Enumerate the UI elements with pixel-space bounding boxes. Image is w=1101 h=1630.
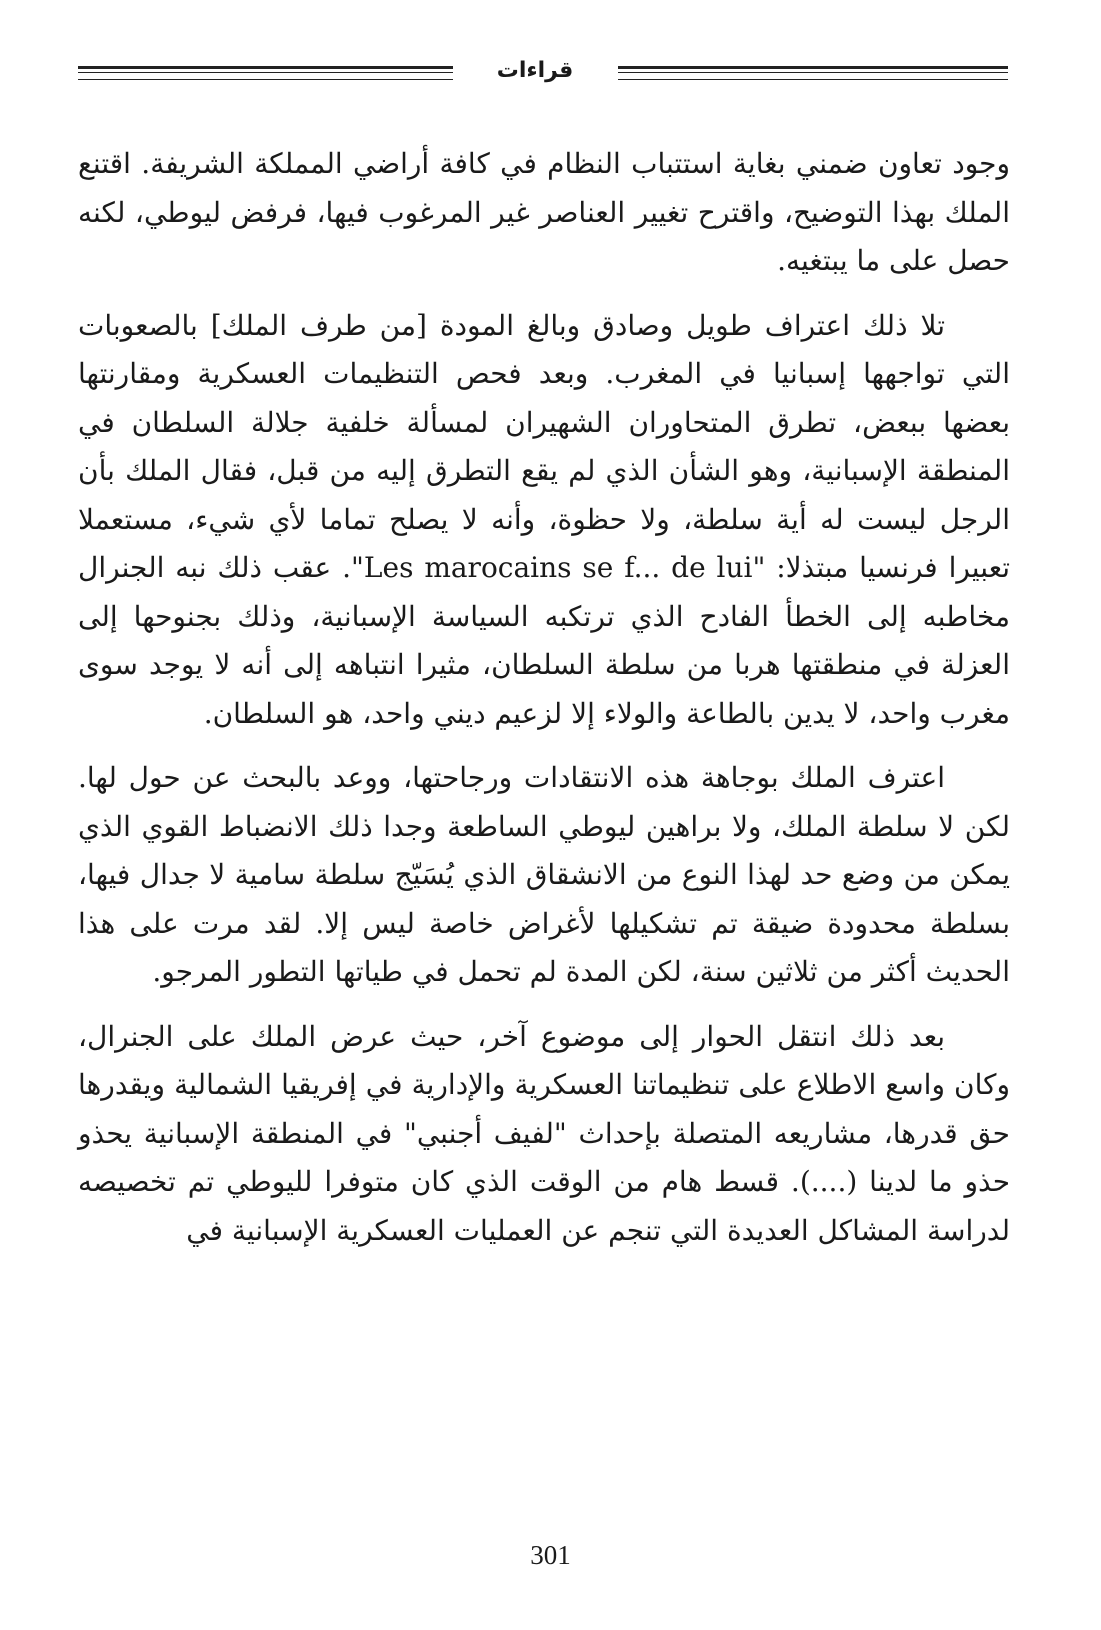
- header-rule-left: [78, 66, 453, 80]
- body-text: [78, 140, 1010, 1255]
- paragraph-4: بعد ذلك انتقل الحوار إلى موضوع آخر، حيث عرض الملك على الجنرال، وكان واسع الاطلاع على تنظيماتنا العسكرية والإدارية في إفريقيا الشمالية ويقدرها حق قدرها، مشاريعه المتصلة بإحداث "لفيف أجنبي" في المنطقة الإسبانية يحذو حذو ما لدينا (....). قسط هام من الوقت الذي كان متوفرا لليوطي تم تخصيصه لدراسة المشاكل العديدة التي تنجم عن العمليات العسكرية الإسبانية في: [78, 1019, 1010, 1247]
- paragraph-2: تلا ذلك اعتراف طويل وصادق وبالغ المودة [من طرف الملك] بالصعوبات التي تواجهها إسبانيا في المغرب. وبعد فحص التنظيمات العسكرية ومقارنتها بعضها ببعض، تطرق المتحاوران الشهيران لمسألة خلفية جلالة السلطان في المنطقة الإسبانية، وهو الشأن الذي لم يقع التطرق إليه من قبل، فقال الملك بأن الرجل ليست له أية سلطة، ولا حظوة، وأنه لا يصلح تماما لأي شيء، مستعملا تعبيرا فرنسيا مبتذلا: "Les marocains se f... de lui". عقب ذلك نبه الجنرال مخاطبه إلى الخطأ الفادح الذي ترتكبه السياسة الإسبانية، وذلك بجنوحها إلى العزلة في منطقتها هربا من سلطة السلطان، مثيرا انتباهه إلى أنه لا يوجد سوى مغرب واحد، لا يدين بالطاعة والولاء إلا لزعيم ديني واحد، هو السلطان.: [78, 308, 1010, 730]
- page-header: [0, 54, 1101, 94]
- running-title: قراءات: [496, 58, 574, 83]
- page-number: 301: [530, 1540, 571, 1570]
- paragraph-1: وجود تعاون ضمني بغاية استتباب النظام في كافة أراضي المملكة الشريفة. اقتنع الملك بهذا التوضيح، واقترح تغيير العناصر غير المرغوب فيها، فرفض ليوطي، لكنه حصل على ما يبتغيه.: [78, 147, 1010, 277]
- header-rule-right: [618, 66, 1008, 80]
- paragraph-3: اعترف الملك بوجاهة هذه الانتقادات ورجاحتها، ووعد بالبحث عن حول لها. لكن لا سلطة الملك، ولا براهين ليوطي الساطعة وجدا ذلك الانضباط القوي الذي يمكن من وضع حد لهذا النوع من الانشقاق الذي يُسَيّج سلطة سامية لا جدال فيها، بسلطة محدودة ضيقة تم تشكيلها لأغراض خاصة ليس إلا. لقد مرت على هذا الحديث أكثر من ثلاثين سنة، لكن المدة لم تحمل في طياتها التطور المرجو.: [78, 761, 1010, 988]
